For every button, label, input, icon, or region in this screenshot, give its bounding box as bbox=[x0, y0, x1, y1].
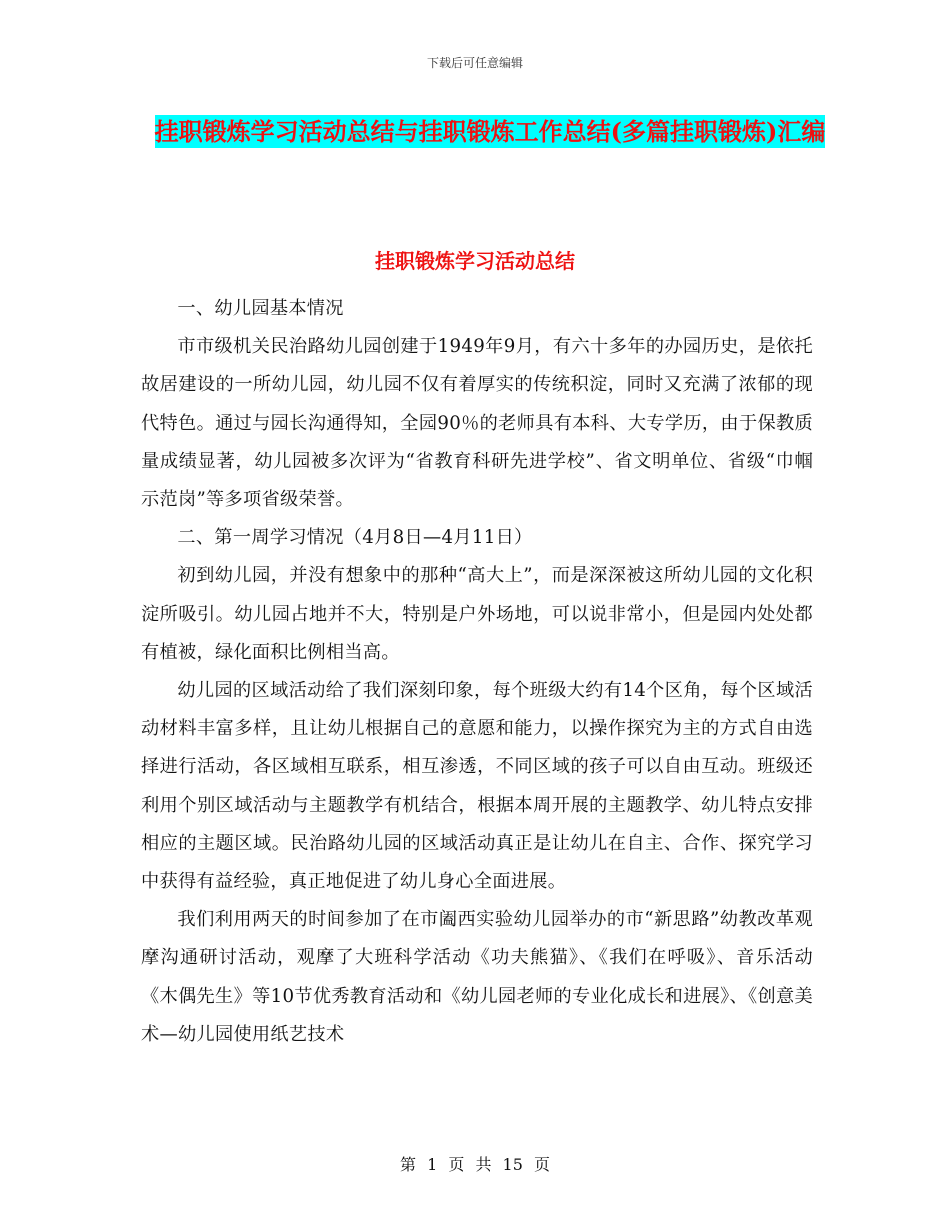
page-footer: 第 1 页 共 15 页 bbox=[400, 1155, 550, 1174]
paragraph-heading-1: 一、幼儿园基本情况 bbox=[177, 298, 344, 319]
header-note: 下载后可任意编辑 bbox=[426, 56, 523, 70]
main-title bbox=[140, 108, 840, 155]
paragraph-heading-2: 二、第一周学习情况（4月8日—4月11日） bbox=[177, 527, 533, 549]
section-title: 挂职锻炼学习活动总结 bbox=[375, 249, 575, 273]
paragraph: 幼儿园的区域活动给了我们深刻印象，每个班级大约有14个区角，每个区域活动材料丰富多样，且让幼儿根据自己的意愿和能力，以操作探究为主的方式自由选择进行活动，各区域相互联系，相互渗透，不同区域的孩子可以自由互动。班级还利用个别区域活动与主题教学有机结合，根据本周开展的主题教学、幼儿特点安排相应的主题区域。民治路幼儿园的区域活动真正是让幼儿在自主、合作、探究学习中获得有益经验，真正地促进了幼儿身心全面进展。 bbox=[141, 680, 813, 893]
main-title-text: 挂职锻炼学习活动总结与挂职锻炼工作总结(多篇挂职锻炼)汇编 bbox=[154, 117, 826, 146]
body-text bbox=[141, 290, 813, 1054]
paragraph: 我们利用两天的时间参加了在市阖西实验幼儿园举办的市“新思路”幼教改革观摩沟通研讨活动，观摩了大班科学活动《功夫熊猫》、《我们在呼吸》、音乐活动《木偶先生》等10节优秀教育活动和《幼儿园老师的专业化成长和进展》、《创意美术—幼儿园使用纸艺技术 bbox=[141, 909, 813, 1045]
paragraph: 市市级机关民治路幼儿园创建于1949年9月，有六十多年的办园历史，是依托故居建设的一所幼儿园，幼儿园不仅有着厚实的传统积淀，同时又充满了浓郁的现代特色。通过与园长沟通得知，全园90％的老师具有本科、大专学历，由于保教质量成绩显著，幼儿园被多次评为“省教育科研先进学校”、省文明单位、省级“巾帼示范岗”等多项省级荣誉。 bbox=[141, 336, 813, 511]
paragraph: 初到幼儿园，并没有想象中的那种“高大上”，而是深深被这所幼儿园的文化积淀所吸引。幼儿园占地并不大，特别是户外场地，可以说非常小，但是园内处处都有植被，绿化面积比例相当高。 bbox=[141, 565, 813, 663]
